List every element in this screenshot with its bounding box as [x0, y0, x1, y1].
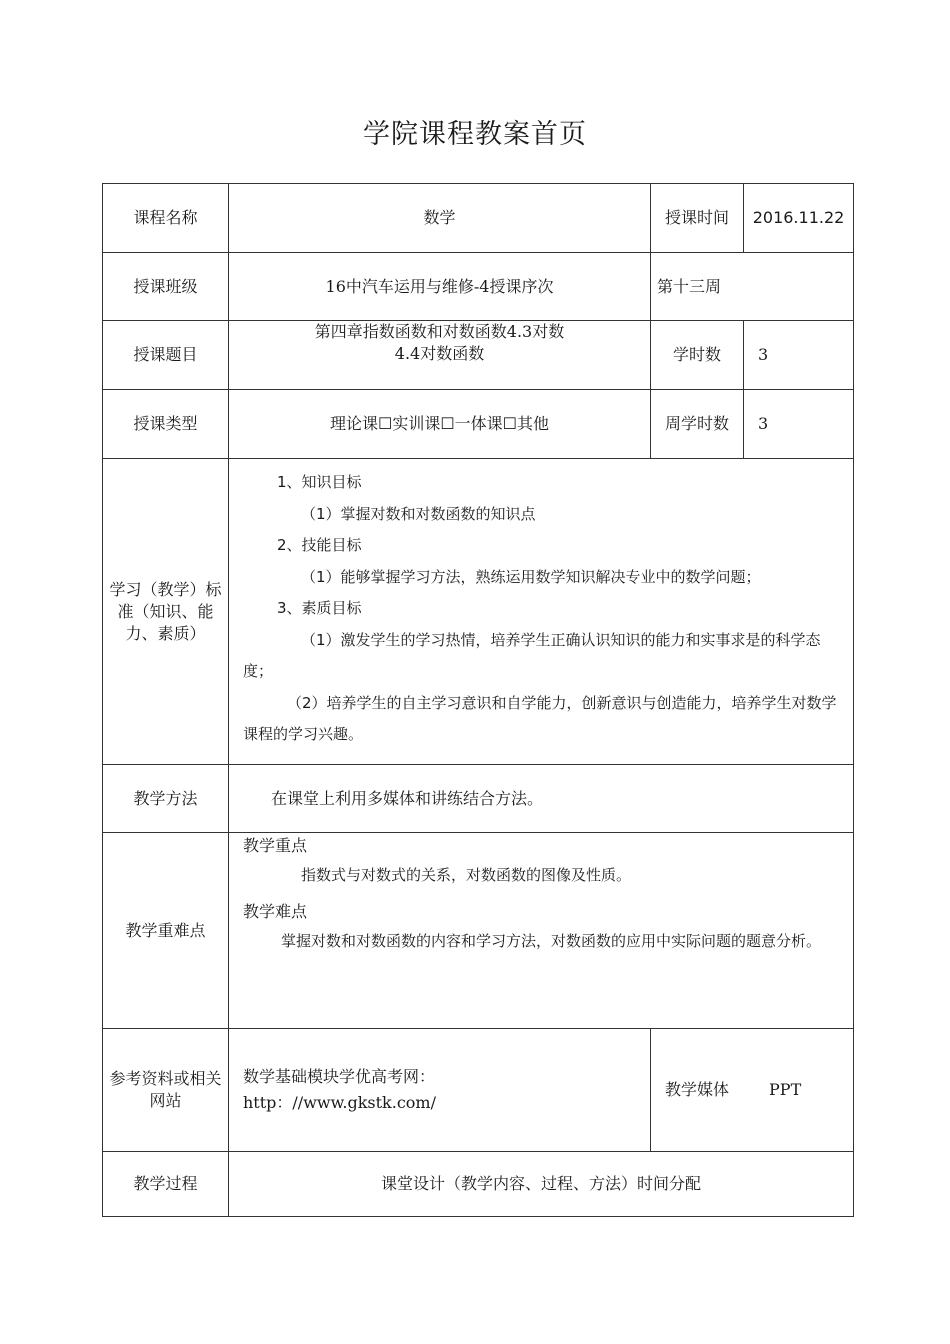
goal-heading-knowledge: 1、知识目标 [277, 473, 362, 491]
row-standards [103, 459, 854, 765]
media-value: PPT [769, 1080, 802, 1099]
time-label: 授课时间 [651, 184, 744, 253]
standards-label: 学习（教学）标准（知识、能力、素质） [103, 459, 229, 765]
goal-item-quality-2: （2）培养学生的自主学习意识和自学能力，创新意识与创造能力，培养学生对数学课程的学习兴趣。 [243, 693, 837, 743]
topic-line-2: 4.4对数函数 [394, 344, 485, 363]
goal-item-skill: （1）能够掌握学习方法，熟练运用数学知识解决专业中的数学问题； [301, 567, 761, 586]
method-label: 教学方法 [103, 765, 229, 833]
reference-text: 数学基础模块学优高考网： [243, 1067, 436, 1086]
row-reference [103, 1029, 854, 1152]
sequence-value: 第十三周 [651, 253, 854, 321]
goal-heading-skill: 2、技能目标 [277, 536, 362, 554]
key-point-text: 指数式与对数式的关系，对数函数的图像及性质。 [301, 866, 632, 884]
page-title: 学院课程教案首页 [363, 119, 587, 150]
type-value: 理论课☐实训课☐一体课☐其他 [229, 390, 651, 459]
standards-content [229, 459, 854, 765]
type-label: 授课类型 [103, 390, 229, 459]
course-name-label: 课程名称 [103, 184, 229, 253]
hours-value: 3 [744, 321, 854, 390]
goal-item-quality-1: （1）激发学生的学习热情，培养学生正确认识知识的能力和实事求是的科学态度； [243, 630, 821, 680]
topic-line-1: 第四章指数函数和对数函数4.3对数 [314, 322, 565, 341]
difficult-point-text: 掌握对数和对数函数的内容和学习方法，对数函数的应用中实际问题的题意分析。 [281, 932, 822, 950]
reference-content [229, 1029, 651, 1152]
process-label: 教学过程 [103, 1152, 229, 1217]
method-value: 在课堂上利用多媒体和讲练结合方法。 [229, 765, 854, 833]
process-value: 课堂设计（教学内容、过程、方法）时间分配 [229, 1152, 854, 1217]
row-type [103, 390, 854, 459]
class-value: 16中汽车运用与维修-4授课序次 [229, 253, 651, 321]
topic-value [229, 321, 651, 390]
key-difficult-label: 教学重难点 [103, 833, 229, 1029]
row-method [103, 765, 854, 833]
media-cell [651, 1029, 854, 1152]
topic-label: 授课题目 [103, 321, 229, 390]
goal-heading-quality: 3、素质目标 [277, 599, 362, 617]
course-name-value: 数学 [229, 184, 651, 253]
row-key-difficult [103, 833, 854, 1029]
key-difficult-content [229, 833, 854, 1029]
goal-item-knowledge: （1）掌握对数和对数函数的知识点 [301, 504, 536, 523]
reference-label: 参考资料或相关网站 [103, 1029, 229, 1152]
key-point-heading: 教学重点 [243, 836, 308, 855]
weekly-hours-value: 3 [744, 390, 854, 459]
media-label: 教学媒体 [665, 1080, 730, 1099]
hours-label: 学时数 [651, 321, 744, 390]
row-process [103, 1152, 854, 1217]
row-course-name [103, 184, 854, 253]
reference-link[interactable]: http：//www.gkstk.com/ [243, 1093, 436, 1112]
row-class [103, 253, 854, 321]
time-value: 2016.11.22 [744, 184, 854, 253]
class-label: 授课班级 [103, 253, 229, 321]
lesson-plan-table [102, 183, 854, 1217]
weekly-hours-label: 周学时数 [651, 390, 744, 459]
row-topic [103, 321, 854, 390]
difficult-point-heading: 教学难点 [243, 902, 308, 921]
